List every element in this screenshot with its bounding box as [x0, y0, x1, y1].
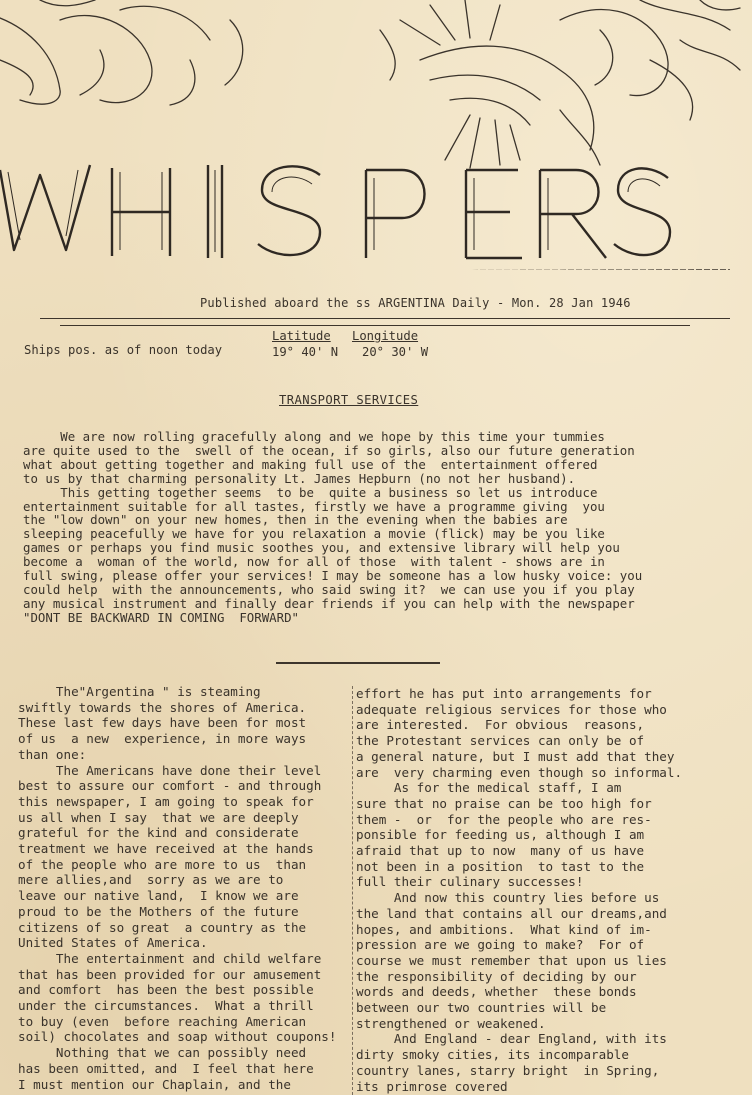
right-column [356, 686, 746, 1094]
text-line: The entertainment and child welfare [18, 950, 322, 966]
text-line: us all when I say that we are deeply [18, 809, 299, 825]
text-line: course we must remember that upon us lies [356, 952, 667, 968]
text-line: pression are we going to make? For of [356, 937, 645, 953]
text-line: under the circumstances. What a thrill [18, 998, 314, 1014]
text-line: could help with the announcements, who said swing it? we can use you if you play [23, 581, 635, 597]
text-line: grateful for the kind and considerate [18, 825, 299, 841]
text-line: I must mention our Chaplain, and the [18, 1076, 291, 1092]
text-line: the "low down" on your new homes, then in the evening when the babies are [23, 512, 568, 528]
text-line: strengthened or weakened. [356, 1015, 546, 1031]
text-line: best to assure our comfort - and through [18, 778, 322, 794]
latitude-value: 19° 40' N [272, 345, 339, 359]
text-line: any musical instrument and finally dear friends if you can help with the newspaper [23, 595, 635, 611]
text-line: are quite used to the swell of the ocean, if so girls, also our future generation [23, 442, 635, 458]
text-line: the responsibility of deciding by our [356, 968, 637, 984]
text-line: And now this country lies before us [356, 890, 660, 906]
text-line: games or perhaps you find music soothes you, and extensive library will help you [23, 540, 620, 556]
text-line: of us a new experience, in more ways [18, 731, 307, 747]
text-line: As for the medical staff, I am [356, 780, 622, 796]
text-line: This getting together seems to be quite a business so let us introduce [23, 484, 598, 500]
text-line: adequate religious services for those who [356, 701, 667, 717]
publication-line: Published aboard the ss ARGENTINA Daily - Mon. 28 Jan 1946 [200, 296, 631, 310]
publication-underline [40, 318, 730, 319]
text-line: soil) chocolates and soap without coupons! [18, 1029, 337, 1045]
text-line: These last few days have been for most [18, 715, 307, 731]
text-line: sleeping peacefully we have for you relaxation a movie (flick) may be you like [23, 526, 605, 542]
text-line: between our two countries will be [356, 1000, 607, 1016]
text-line: become a woman of the world, now for all of those with talent - shows are in [23, 554, 605, 570]
text-line: United States of America. [18, 935, 208, 951]
text-line: sure that no praise can be too high for [356, 795, 652, 811]
article-heading: TRANSPORT SERVICES [279, 393, 419, 407]
text-line: are very charming even though so informal. [356, 764, 683, 780]
longitude-value: 20° 30' W [362, 345, 429, 359]
text-line: dirty smoky cities, its incomparable [356, 1047, 629, 1063]
whispers-lettering [0, 165, 670, 258]
masthead-artwork [0, 0, 752, 270]
text-line: mere allies,and sorry as we are to [18, 872, 284, 888]
text-line: afraid that up to now many of us have [356, 843, 645, 859]
text-line: "DONT BE BACKWARD IN COMING FORWARD" [23, 609, 300, 625]
text-line: ponsible for feeding us, although I am [356, 827, 645, 843]
text-line: the land that contains all our dreams,and [356, 905, 667, 921]
left-column [18, 684, 353, 1092]
text-line: are interested. For obvious reasons, [356, 717, 645, 733]
text-line: and comfort has been the best possible [18, 982, 314, 998]
latitude-header: Latitude [272, 329, 331, 343]
text-line: its primrose covered [356, 1078, 508, 1094]
text-line: words and deeds, whether these bonds [356, 984, 637, 1000]
text-line: this newspaper, I am going to speak for [18, 793, 314, 809]
text-line: Nothing that we can possibly need [18, 1045, 307, 1061]
text-line: And England - dear England, with its [356, 1031, 667, 1047]
text-line: full their culinary successes! [356, 874, 584, 890]
text-line: to us by that charming personality Lt. James Hepburn (no not her husband). [23, 470, 576, 486]
text-line: The Americans have done their level [18, 762, 322, 778]
text-line: effort he has put into arrangements for [356, 686, 652, 701]
position-underline [60, 325, 690, 326]
text-line: that has been provided for our amusement [18, 966, 322, 982]
text-line: full swing, please offer your services! I may be someone has a low husky voice: you [23, 568, 643, 584]
ship-position-label: Ships pos. as of noon today [24, 343, 223, 357]
text-line: the Protestant services can only be of [356, 733, 645, 749]
text-line: proud to be the Mothers of the future [18, 903, 299, 919]
text-line: swiftly towards the shores of America. [18, 699, 307, 715]
text-line: entertainment suitable for all tastes, firstly we have a programme giving you [23, 498, 605, 514]
text-line: country lanes, starry bright in Spring, [356, 1062, 660, 1078]
text-line: hopes, and ambitions. What kind of im- [356, 921, 652, 937]
text-line: treatment we have received at the hands [18, 841, 314, 857]
text-line: not been in a position to tast to the [356, 858, 645, 874]
sketch-figures [0, 0, 740, 168]
article-divider [276, 662, 440, 664]
text-line: has been omitted, and I feel that here [18, 1060, 314, 1076]
text-line: We are now rolling gracefully along and we hope by this time your tummies [23, 429, 605, 444]
text-line: them - or for the people who are res- [356, 811, 652, 827]
article-body [23, 430, 723, 625]
text-line: a general nature, but I must add that they [356, 748, 675, 764]
text-line: to buy (even before reaching American [18, 1013, 307, 1029]
longitude-header: Longitude [352, 329, 419, 343]
text-line: of the people who are more to us than [18, 856, 307, 872]
text-line: leave our native land, I know we are [18, 888, 299, 904]
text-line: The"Argentina " is steaming [18, 684, 261, 699]
text-line: citizens of so great a country as the [18, 919, 307, 935]
text-line: than one: [18, 746, 87, 762]
text-line: what about getting together and making full use of the entertainment offered [23, 456, 598, 472]
